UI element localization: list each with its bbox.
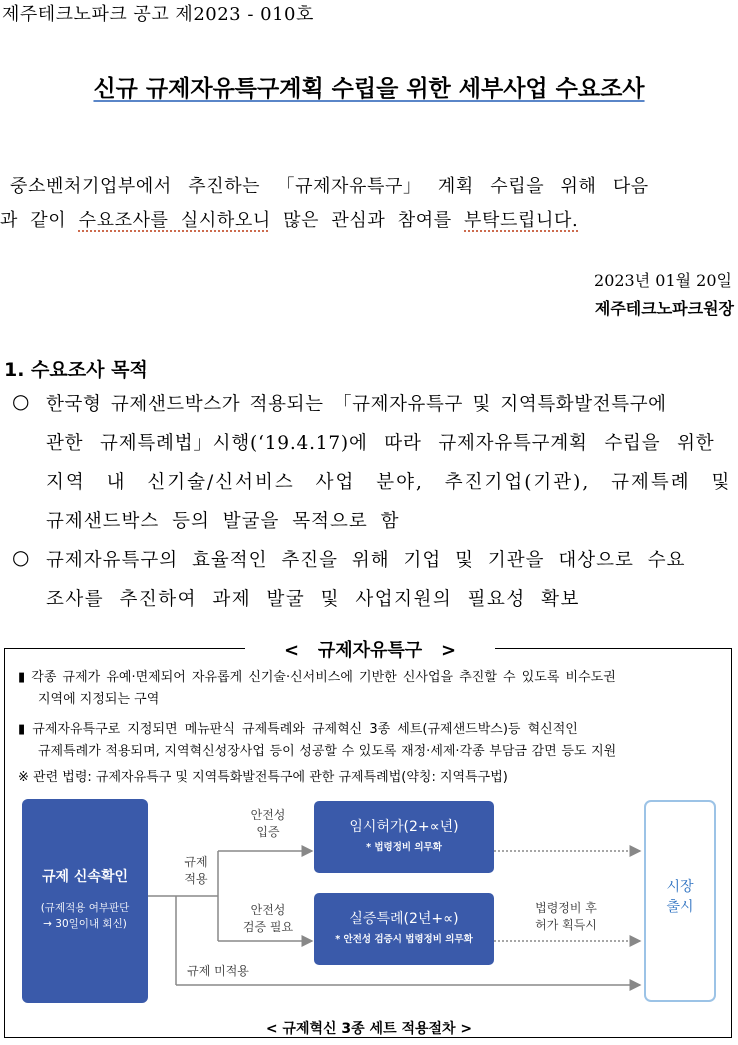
safety-need-2: 검증 필요 xyxy=(242,920,294,934)
safety-ok-2: 입증 xyxy=(256,825,280,839)
note-line: ※ 관련 법령: 규제자유특구 및 지역특화발전특구에 관한 규제특례법(약칭: 지역특구법) xyxy=(18,770,508,785)
bullet-1-line: 지역 내 신기술/신서비스 사업 분야, 추진기업(기관), 규제특례 및 xyxy=(46,472,732,493)
section-heading: 1. 수요조사 목적 xyxy=(4,359,148,381)
intro-underline-2: 부탁드립니다. xyxy=(464,210,579,231)
info-notes xyxy=(4,666,730,796)
note-line: 규제특례가 적용되며, 지역혁신성장사업 등이 성공할 수 있도록 재정·세제·각종 부담금 감면 등도 지원 xyxy=(38,744,617,759)
issue-date: 2023년 01월 20일 xyxy=(594,271,732,290)
diagram-caption: < 규제혁신 3종 세트 적용절차 > xyxy=(265,1021,473,1037)
process-diagram xyxy=(0,795,738,1015)
temp-permit-note: * 법령정비 의무화 xyxy=(366,842,442,853)
start-box xyxy=(22,799,148,1003)
temp-permit: 임시허가(2+∝년) xyxy=(349,819,459,835)
intro-line-2 xyxy=(0,206,738,232)
not-apply: 규제 미적용 xyxy=(187,964,249,978)
intro-line-1: 중소벤처기업부에서 추진하는 「규제자유특구」 계획 수립을 위해 다음 xyxy=(10,176,649,197)
safety-need-1: 안전성 xyxy=(250,903,286,917)
bullet-1-line: 한국형 규제샌드박스가 적용되는 「규제자유특구 및 지역특화발전특구에 xyxy=(46,394,667,415)
start-sub-2: → 30일이내 회신) xyxy=(43,918,127,930)
page-title xyxy=(0,70,738,103)
proof-special: 실증특례(2년+∝) xyxy=(349,911,459,927)
bullet-1-line: 관한 규제특례법」시행(‘19.4.17)에 따라 규제자유특구계획 수립을 위한 xyxy=(46,433,715,454)
temp-permit-box xyxy=(314,801,494,873)
after-law-2: 허가 획득시 xyxy=(535,918,597,932)
bullet-2-line: 규제자유특구의 효율적인 추진을 위해 기업 및 기관을 대상으로 수요 xyxy=(46,550,686,571)
intro-text-a: 과 같이 xyxy=(0,210,79,231)
page-title-text: 신규 규제자유특구계획 수립을 위한 세부사업 수요조사 xyxy=(93,76,645,102)
proof-special-box xyxy=(314,893,494,965)
note-line: ▮ 각종 규제가 유예·면제되어 자유롭게 신기술·신서비스에 기반한 신사업을 추진할 수 있도록 비수도권 xyxy=(18,670,616,685)
bullet-symbol: ○ xyxy=(12,389,30,413)
safety-ok-1: 안전성 xyxy=(250,808,286,822)
info-box-title: < 규제자유특구 > xyxy=(245,636,495,662)
intro-text-b: 많은 관심과 참여를 xyxy=(270,210,465,231)
bullet-1-line: 규제샌드박스 등의 발굴을 목적으로 함 xyxy=(46,511,400,532)
note-line: ▮ 규제자유특구로 지정되면 메뉴판식 규제특례와 규제혁신 3종 세트(규제샌드박스)등 혁신적인 xyxy=(18,722,578,737)
start-sub-1: (규제적용 여부판단 xyxy=(40,902,130,914)
start-title: 규제 신속확인 xyxy=(41,869,129,885)
market-1: 시장 xyxy=(666,879,694,895)
proof-special-note: * 안전성 검증시 법령정비 의무화 xyxy=(335,934,473,945)
bullet-2-line: 조사를 추진하여 과제 발굴 및 사업지원의 필요성 확보 xyxy=(46,589,580,610)
issuer-name: 제주테크노파크원장 xyxy=(594,299,734,318)
intro-underline-1: 수요조사를 실시하오니 xyxy=(78,210,271,231)
note-line: 지역에 지정되는 구역 xyxy=(38,692,160,707)
apply-label-2: 적용 xyxy=(184,872,208,886)
notice-number: 제주테크노파크 공고 제2023 - 010호 xyxy=(2,4,314,25)
bullet-symbol: ○ xyxy=(12,545,30,569)
after-law-1: 법령정비 후 xyxy=(535,901,597,915)
apply-label-1: 규제 xyxy=(184,855,208,869)
market-2: 출시 xyxy=(666,899,694,915)
